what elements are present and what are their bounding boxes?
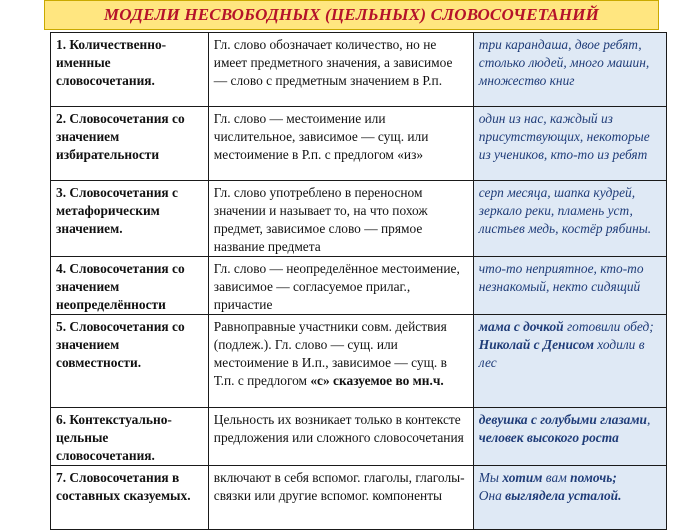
description-emphasis: «с» сказуемое во мн.ч. xyxy=(310,373,444,388)
models-table xyxy=(50,32,667,530)
description-cell xyxy=(208,315,473,408)
example-phrase: выглядела усталой. xyxy=(505,488,622,503)
type-cell: 3. Словосочетания с метафорическим значением. xyxy=(51,181,209,257)
example-cell: серп месяца, шапка кудрей, зеркало реки, пламень уст, листьев медь, костёр рябины. xyxy=(473,181,666,257)
type-cell: 1. Количественно-именные словосочетания. xyxy=(51,33,209,107)
example-phrase: человек высокого роста xyxy=(478,430,619,445)
example-cell xyxy=(473,466,666,530)
description-cell: включают в себя вспомог. глаголы, глаголы-связки или другие вспомог. компоненты xyxy=(208,466,473,530)
example-phrase: хотим xyxy=(502,470,543,485)
description-cell: Гл. слово — неопределённое местоимение, зависимое — согласуемое прилаг., причастие xyxy=(208,257,473,315)
type-cell: 7. Словосочетания в составных сказуемых. xyxy=(51,466,209,530)
example-phrase: Николай с Денисом xyxy=(478,337,594,352)
table-row xyxy=(51,107,667,181)
description-text: Равноправные участники совм. действия (подлеж.). Гл. слово — сущ. или местоимение в И.п., зависимое — сущ. в Т.п. с предлогом xyxy=(213,319,447,388)
table-row xyxy=(51,408,667,466)
example-cell: три карандаша, двое ребят, столько людей, много машин, множество книг xyxy=(473,33,666,107)
example-cell xyxy=(473,408,666,466)
description-cell: Гл. слово — местоимение или числительное, зависимое — сущ. или местоимение в Р.п. с предлогом «из» xyxy=(208,107,473,181)
type-cell: 5. Словосочетания со значением совместности. xyxy=(51,315,209,408)
type-cell: 4. Словосочетания со значением неопределённости xyxy=(51,257,209,315)
type-cell: 6. Контекстуально-цельные словосочетания. xyxy=(51,408,209,466)
example-cell: один из нас, каждый из присутствующих, некоторые из учеников, кто-то из ребят xyxy=(473,107,666,181)
type-cell: 2. Словосочетания со значением избирательности xyxy=(51,107,209,181)
example-text: вам xyxy=(542,470,571,485)
title-banner xyxy=(44,0,659,30)
example-cell xyxy=(473,315,666,408)
example-text: ходили в лес xyxy=(478,337,645,370)
example-phrase: помочь; xyxy=(570,470,617,485)
table-row xyxy=(51,466,667,530)
example-cell: что-то неприятное, кто-то незнакомый, некто сидящий xyxy=(473,257,666,315)
example-text: , xyxy=(647,412,651,427)
example-phrase: мама с дочкой xyxy=(478,319,564,334)
table-row xyxy=(51,181,667,257)
table-row xyxy=(51,257,667,315)
example-text: Она xyxy=(478,488,506,503)
table-row xyxy=(51,315,667,408)
description-cell: Гл. слово обозначает количество, но не имеет предметного значения, а зависимое — слово с предметным значением в Р.п. xyxy=(208,33,473,107)
example-phrase: девушка с голубыми глазами xyxy=(478,412,647,427)
description-cell: Гл. слово употреблено в переносном значении и называет то, на что похож предмет, зависимое слово — прямое название предмета xyxy=(208,181,473,257)
example-text: Мы xyxy=(478,470,503,485)
example-text: готовили обед; xyxy=(563,319,654,334)
table-row xyxy=(51,33,667,107)
description-cell: Цельность их возникает только в контексте предложения или сложного словосочетания xyxy=(208,408,473,466)
page-title: МОДЕЛИ НЕСВОБОДНЫХ (ЦЕЛЬНЫХ) СЛОВОСОЧЕТАНИЙ xyxy=(103,5,600,24)
